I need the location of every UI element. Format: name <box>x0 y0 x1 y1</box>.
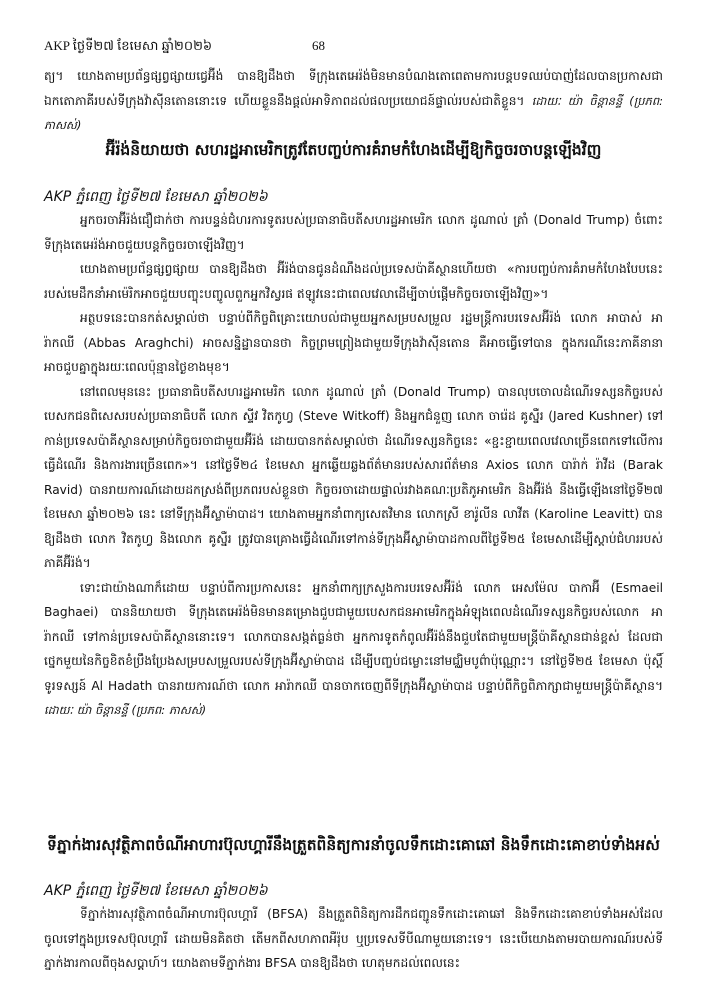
intro-source: ដោយៈ យ៉ា ចិន្តានន្ទី (ប្រភព: ភាសស់) <box>44 93 663 132</box>
article-1-paragraph-5 <box>44 576 663 723</box>
article-1-body <box>44 186 663 723</box>
article-1-source: ដោយៈ យ៉ា ចិន្តានន្ទី (ប្រភព: ភាសស់) <box>44 703 207 717</box>
article-1-paragraph-2: យោងតាមប្រព័ន្ធផ្សព្វផ្សាយ បានឱ្យដឹងថា អ៊ីរ៉ង់បានជូនដំណឹងដល់ប្រទេសប៉ាគីស្ថានហើយថា «ការបញ្ចប់ការគំរាមកំហែងបែបនេះរបស់មេដឹកនាំអាម៉េរិកអាចជួយបញ្ចុះបញ្ចូលពួកអ្នកវិស្វរផ ឥឡូវនេះជាពេលវេលាដើម្បីចាប់ផ្តើមកិច្ចចរចាឡើងវិញ»។ <box>44 262 663 301</box>
intro-text: ត្យ។ យោងតាមប្រព័ន្ធផ្សព្វផ្សាយជ្វេអ៊ីង់ បានឱ្យដឹងថា ទីក្រុងតេអេរ៉ង់មិនមានបំណងតោពេតាមការបន្តបទឈប់បាញ់ដែលបានប្រកាសជាឯកតោភាគីរបស់ទីក្រុងវ៉ាស៊ីនតោននោះទេ ហើយខ្លួននឹងផ្តល់អាទិភាពដល់ផលប្រយោជន៍ផ្ទាល់របស់ជាតិខ្លួន។ <box>44 69 663 108</box>
article-2-headline: ទីភ្នាក់ងារសុវត្ថិភាពចំណីអាហារប៊ុលហ្គារីនឹងត្រួតពិនិត្យការនាំចូលទឹកដោះគោឆៅ និងទឹកដោះគោខាប់ទាំងអស់ <box>47 836 660 854</box>
intro-paragraph <box>44 64 663 138</box>
article-2-paragraph-1: ទីភ្នាក់ងារសុវត្ថិភាពចំណីអាហារប៊ុលហ្គារី (BFSA) នឹងត្រួតពិនិត្យការដឹកជញ្ជូនទឹកដោះគោឆៅ និងទឹកដោះគោខាប់ទាំងអស់ដែលចូលទៅក្នុងប្រទេសប៊ុលហ្គារី ដោយមិនគិតថា តើមកពីសហភាពអឺរ៉ុប ឬប្រទេសទីបីណាមួយនោះទេ។ នេះបើយោងតាមរបាយការណ៍របស់ទីភ្នាក់ងារកាលពីចុងសប្តាហ៍។ យោងតាមទីភ្នាក់ងារ BFSA បានឱ្យដឹងថា ហេតុមកដល់ពេលនេះ <box>44 907 663 970</box>
article-2 <box>44 833 663 857</box>
article-1-dateline: AKP ភ្នំពេញ ថ្ងៃទី២៧ ខែមេសា ឆ្នាំ២០២៦ <box>44 189 268 205</box>
article-1 <box>44 138 663 162</box>
page-header-dateline: AKP ថ្ងៃទី២៧ ខែមេសា ឆ្នាំ២០២៦ <box>44 38 213 53</box>
article-2-body <box>44 880 663 976</box>
page-number: 68 <box>312 38 325 53</box>
article-1-paragraph-5-text: ទោះជាយ៉ាងណាក៏ដោយ បន្ទាប់ពីការប្រកាសនេះ អ្នកនាំពាក្យក្រសួងការបរទេសអ៊ីរ៉ង់ លោក អេសម៉ែល បាកាអ៊ី (Esmaeil Baghaei) បាននិយាយថា ទីក្រុងតេអេរ៉ង់មិនមានគម្រោងជួបជាមួយបេសកជនអាមេរិកក្នុងអំឡុងពេលដំណើរទស្សនកិច្ចរបស់លោក អារ៉ាកឈី ទៅកាន់ប្រទេសប៉ាគីស្ថាននោះទេ។ លោកបានសង្កត់ធ្ងន់ថា អ្នកការទូតកំពូលអ៊ីរ៉ង់នឹងជួបតែជាមួយមន្ត្រីប៉ាគីស្ថានជាន់ខ្ពស់ ដែលជាថ្នេកមួយនៃកិច្ចខិតខំប្រឹងប្រែងសម្របសម្រួលរបស់ទីក្រុងអ៊ីស្លាម៉ាបាដ ដើម្បីបញ្ចប់ជម្លោះនៅមជ្ឈិមបូព៌ាប៉ុណ្ណោះ។ នៅថ្ងៃទី២៥ ខែមេសា ប៉ុស្តិ៍ទូរទស្សន៍ Al Hadath បានរាយការណ៍ថា លោក អារ៉ាកឈី បានចាកចេញពីទីក្រុងអ៊ីស្លាម៉ាបាដ បន្ទាប់ពីកិច្ចពិភាក្សាជាមួយមន្ត្រីប៉ាគីស្ថាន។ <box>44 580 663 693</box>
intro-block <box>44 64 663 138</box>
article-1-paragraph-4: នៅពេលមុននេះ ប្រធានាធិបតីសហរដ្ឋអាមេរិក លោក ដូណាល់ ត្រាំ (Donald Trump) បានលុបចោលដំណើរទស្សនកិច្ចរបស់បេសកជនពិសេសរបស់ប្រធានាធិបតី លោក ស្ទីវ វិតកូហ្វ (Steve Witkoff) និងអ្នកជំនួញ លោក ចារ៉េដ គូស្នឺរ (Jared Kushner) ទៅកាន់ប្រទេសប៉ាគីស្ថានសម្រាប់កិច្ចចរចាជាមួយអ៊ីរ៉ង់ ដោយបានកត់សម្គាល់ថា ដំណើរទស្សនកិច្ចនេះ «ខ្ជះខ្ជាយពេលវេលាច្រើនពេកទៅលើការធ្វើដំណើរ និងការងារច្រើនពេក»។ នៅថ្ងៃទី២៤ ខែមេសា អ្នកឆ្លើយឆ្លងព័ត៌មានរបស់សារព័ត៌មាន Axios លោក បារ៉ាក់ រ៉ាវីដ (Barak Ravid) បានរាយការណ៍ដោយដកស្រង់ពីប្រភពរបស់ខ្លួនថា កិច្ចចរចាដោយផ្ទាល់រវាងគណៈប្រតិភូអាមេរិក និងអ៊ីរ៉ង់ នឹងធ្វើឡើងនៅថ្ងៃទី២៧ ខែមេសា ឆ្នាំ២០២៦ នេះ នៅទីក្រុងអ៊ីស្លាម៉ាបាដ។ យោងតាមអ្នកនាំពាក្យសេតវិមាន លោកស្រី ខារ៉ូលីន លាវីត (Karoline Leavitt) បានឱ្យដឹងថា លោក វិតកូហ្វ និងលោក គូស្នឺរ ត្រូវបានគ្រោងធ្វើដំណើរទៅកាន់ទីក្រុងអ៊ីស្លាម៉ាបាដកាលពីថ្ងៃទី២៥ ខែមេសាដើម្បីស្តាប់ជំហររបស់ភាគីអ៊ីរ៉ង់។ <box>44 384 663 570</box>
article-1-paragraph-1: អ្នកចរចាអ៊ីរ៉ង់ជឿជាក់ថា ការបន្ទន់ជំហរការទូតរបស់ប្រធានាធិបតីសហរដ្ឋអាមេរិក លោក ដូណាល់ ត្រាំ (Donald Trump) ចំពោះទីក្រុងតេអេរ៉ង់អាចជួយបន្តកិច្ចចរចាឡើងវិញ។ <box>44 213 663 252</box>
article-2-dateline: AKP ភ្នំពេញ ថ្ងៃទី២៧ ខែមេសា ឆ្នាំ២០២៦ <box>44 883 268 899</box>
article-1-paragraph-3: អត្ថបទនេះបានកត់សម្គាល់ថា បន្ទាប់ពីកិច្ចពិគ្រោះយោបល់ជាមួយអ្នកសម្របសម្រួល រដ្ឋមន្ត្រីការបរទេសអ៊ីរ៉ង់ លោក អាបាស់ អារ៉ាកឈី (Abbas Araghchi) អាចសន្និដ្ឋានបានថា កិច្ចព្រមព្រៀងជាមួយទីក្រុងវ៉ាស៊ីនតោន គឺអាចធ្វើទៅបាន ក្នុងករណីនេះភាគីនានាអាចជួបគ្នាក្នុងរយៈពេលប៉ុន្មានថ្ងៃខាងមុខ។ <box>44 311 663 374</box>
article-1-headline: អ៊ីរ៉ង់និយាយថា សហរដ្ឋអាមេរិកត្រូវតែបញ្ចប់ការគំរាមកំហែងដើម្បីឱ្យកិច្ចចរចាបន្តឡើងវិញ <box>105 141 602 159</box>
